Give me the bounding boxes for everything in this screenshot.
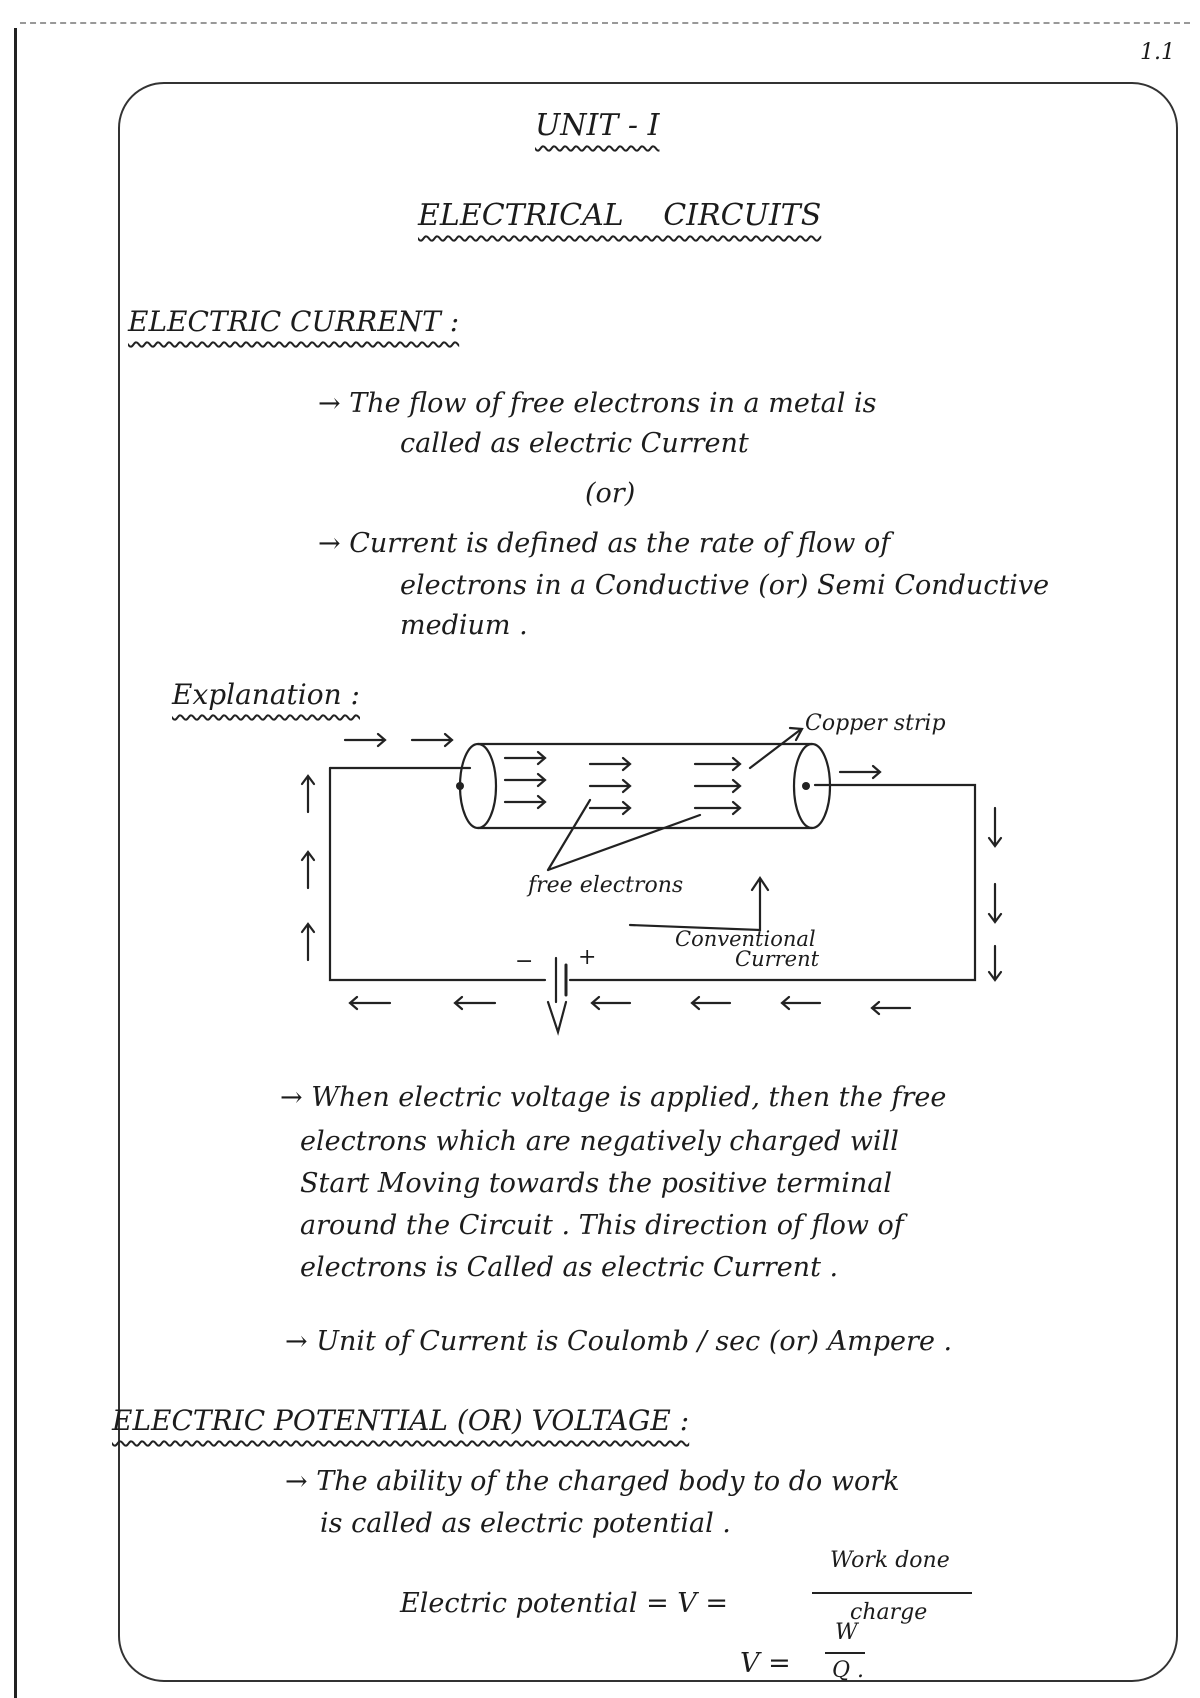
electron-arrows-inside [505, 752, 740, 814]
electron-arrow-bottom-6 [872, 1002, 910, 1014]
electron-arrow-top-1 [345, 734, 385, 746]
electron-arrow-bottom-1 [350, 997, 390, 1009]
conventional-label-2: Current [735, 947, 820, 971]
page-number: 1.1 [1140, 40, 1175, 65]
current-bullet-2-line-2: electrons in a Conductive (or) Semi Conductive [400, 570, 1050, 601]
copper-strip-label: Copper strip [805, 711, 946, 736]
electron-arrow-left-2 [302, 852, 314, 888]
free-electrons-pointer [548, 800, 700, 870]
formula-fraction-bar [812, 1592, 972, 1594]
electron-arrow-right-1 [989, 808, 1001, 846]
electric-potential-heading: ELECTRIC POTENTIAL (OR) VOLTAGE : [112, 1404, 690, 1437]
formula2-denominator: Q . [832, 1658, 865, 1683]
voltage-para-line-4: around the Circuit . This direction of flow of [300, 1210, 904, 1241]
electron-arrow-right-2 [989, 884, 1001, 922]
battery-v-mark [548, 1002, 566, 1032]
potential-line-2: is called as electric potential . [320, 1508, 731, 1539]
current-bullet-1-line-1: → The flow of free electrons in a metal is [318, 388, 877, 419]
battery-plus-label: + [578, 945, 597, 970]
formula2-lhs: V = [740, 1648, 791, 1679]
voltage-para-line-2: electrons which are negatively charged will [300, 1126, 899, 1157]
electron-arrow-bottom-5 [782, 997, 820, 1009]
current-bullet-2-line-3: medium . [400, 610, 528, 641]
electron-arrow-bottom-3 [592, 997, 630, 1009]
wire-left [330, 768, 545, 980]
battery-minus-label: − [515, 949, 534, 974]
electron-arrow-left-3 [302, 924, 314, 960]
cylinder-left-end [460, 744, 496, 828]
conventional-label-1: Conventional [675, 927, 816, 951]
formula-denominator: charge [850, 1600, 928, 1625]
copper-strip-pointer [750, 728, 802, 768]
unit-title: UNIT - I [535, 108, 660, 143]
potential-line-1: → The ability of the charged body to do work [285, 1466, 900, 1497]
voltage-para-line-5: electrons is Called as electric Current . [300, 1252, 839, 1283]
formula2-fraction-bar [825, 1652, 865, 1654]
current-bullet-1-line-2: called as electric Current [400, 428, 749, 459]
current-bullet-2-line-1: → Current is defined as the rate of flow of [318, 528, 891, 559]
formula2-numerator: W [835, 1620, 858, 1645]
voltage-para-line-1: → When electric voltage is applied, then the free [280, 1082, 947, 1113]
formula-numerator: Work done [830, 1548, 950, 1573]
electron-arrow-left-1 [302, 776, 314, 812]
electron-arrow-top-2 [412, 734, 452, 746]
electron-arrow-right-3 [989, 946, 1001, 980]
voltage-para-line-3: Start Moving towards the positive terminal [300, 1168, 892, 1199]
free-electrons-label: free electrons [528, 873, 684, 898]
or-text: (or) [585, 478, 636, 509]
electron-arrow-bottom-4 [692, 997, 730, 1009]
electron-arrow-bottom-2 [455, 997, 495, 1009]
unit-of-current-line: → Unit of Current is Coulomb / sec (or) Ampere . [285, 1326, 953, 1357]
electron-arrow-top-right [840, 766, 880, 778]
formula-lhs: Electric potential = V = [400, 1588, 729, 1619]
electric-current-heading: ELECTRIC CURRENT : [128, 305, 460, 338]
explanation-heading: Explanation : [172, 678, 360, 711]
chapter-title: ELECTRICAL CIRCUITS [418, 198, 822, 233]
